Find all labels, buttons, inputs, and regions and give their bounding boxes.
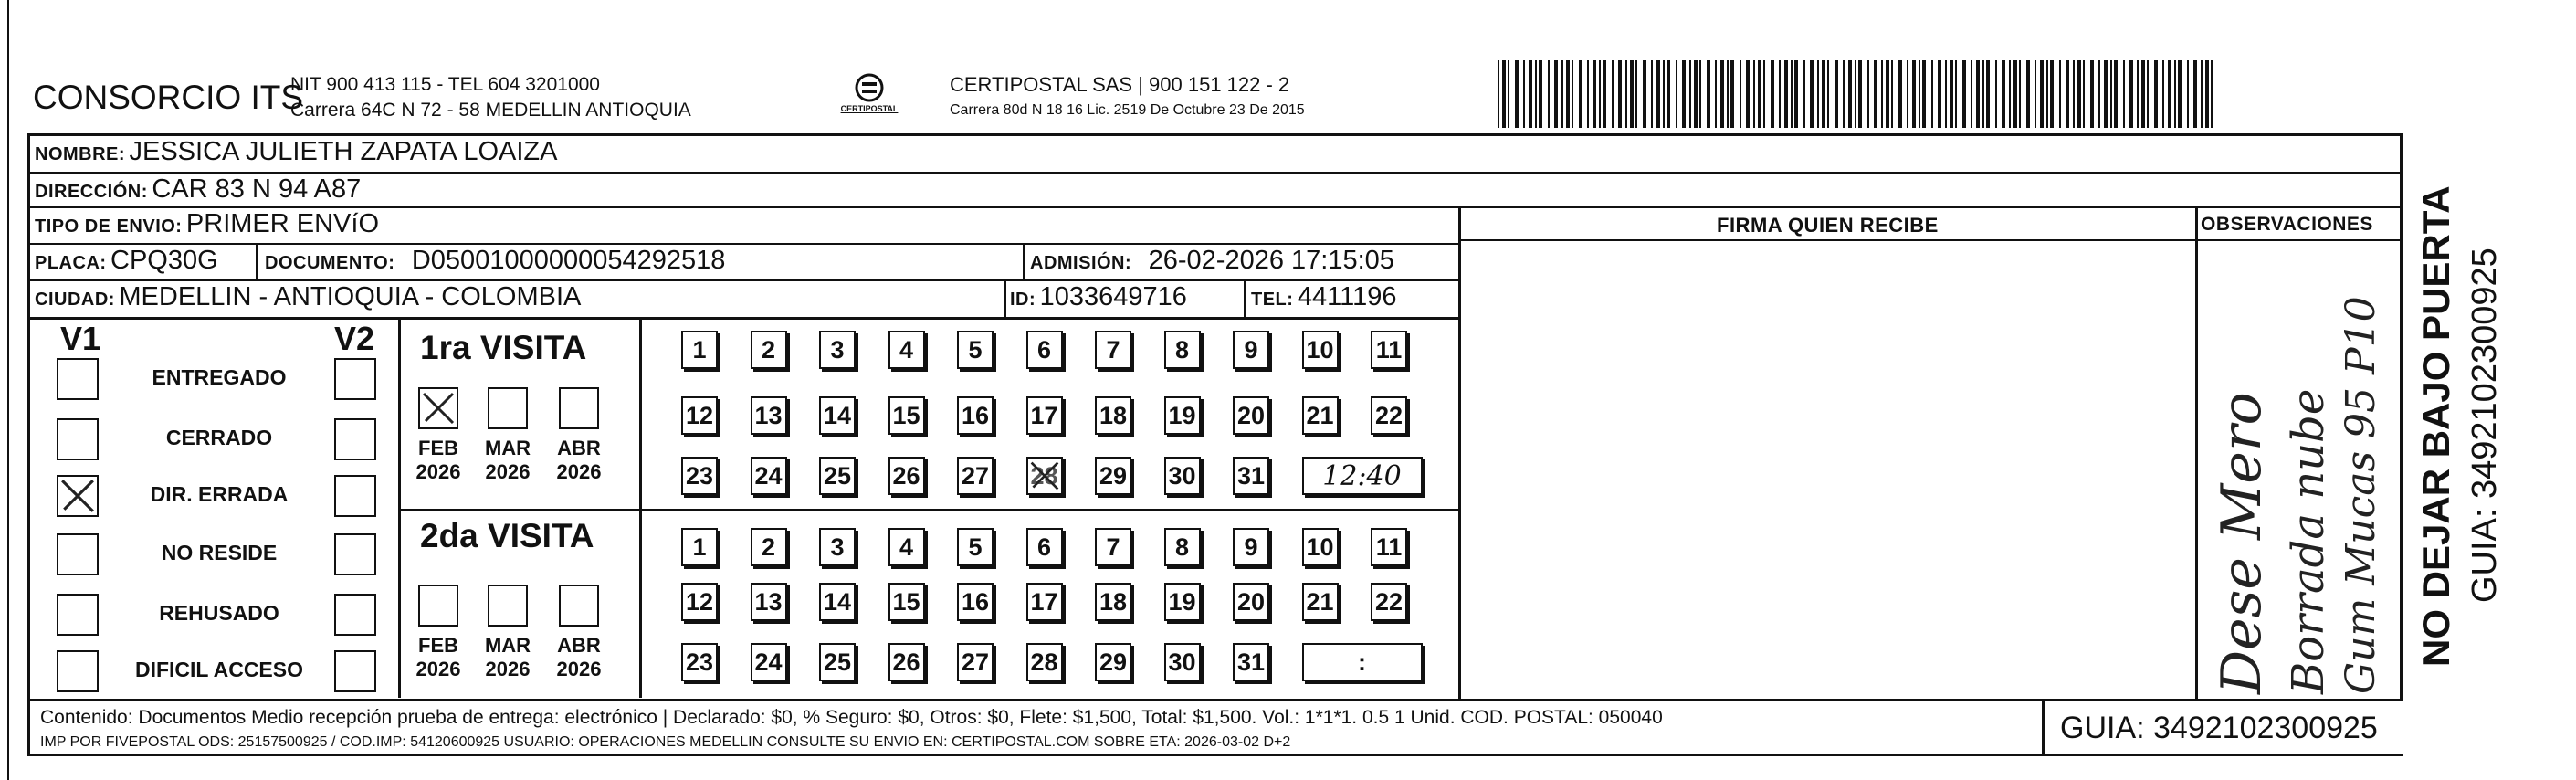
placa-label: PLACA: bbox=[35, 253, 107, 273]
v2-checkbox[interactable] bbox=[334, 533, 376, 575]
day-box[interactable]: 19 bbox=[1164, 396, 1201, 435]
id-label: ID: bbox=[1010, 290, 1036, 310]
form-left-border bbox=[27, 133, 30, 754]
month-year: 2026 bbox=[485, 460, 531, 483]
tel-value: 4411196 bbox=[1297, 282, 1397, 311]
time-box[interactable]: : bbox=[1302, 643, 1423, 681]
placa-value: CPQ30G bbox=[110, 246, 218, 275]
v1-checkbox[interactable] bbox=[57, 418, 99, 460]
ciudad-label: CIUDAD: bbox=[35, 290, 115, 310]
footer-bottom-border bbox=[27, 754, 2403, 756]
tipo-value: PRIMER ENVíO bbox=[185, 209, 380, 238]
day-box[interactable]: 24 bbox=[751, 643, 787, 681]
direccion-row bbox=[35, 174, 361, 205]
day-box[interactable]: 29 bbox=[1095, 457, 1131, 495]
v1-checkbox[interactable] bbox=[57, 650, 99, 692]
handwritten-note: Gum Mucas 95 P10 bbox=[2338, 296, 2384, 694]
direccion-label: DIRECCIÓN: bbox=[35, 182, 148, 202]
day-box[interactable]: 15 bbox=[888, 396, 925, 435]
documento-value: D05001000000054292518 bbox=[411, 246, 726, 275]
day-box[interactable]: 29 bbox=[1095, 643, 1131, 681]
month-name: ABR bbox=[557, 634, 601, 657]
footer-top-border bbox=[27, 699, 2403, 701]
day-box[interactable]: 8 bbox=[1164, 331, 1201, 369]
carrier-address: Carrera 80d N 18 16 Lic. 2519 De Octubre 23 De 2015 bbox=[950, 102, 1305, 118]
day-box[interactable]: 9 bbox=[1233, 331, 1269, 369]
day-box[interactable]: 30 bbox=[1164, 457, 1201, 495]
firma-label: FIRMA QUIEN RECIBE bbox=[1717, 214, 1939, 237]
day-box[interactable]: 13 bbox=[751, 396, 787, 435]
divider bbox=[27, 206, 2403, 208]
day-box[interactable]: 11 bbox=[1371, 331, 1407, 369]
day-box[interactable]: 7 bbox=[1095, 331, 1131, 369]
status-label: NO RESIDE bbox=[161, 541, 278, 564]
day-box[interactable]: 21 bbox=[1302, 396, 1339, 435]
status-label: DIR. ERRADA bbox=[150, 482, 289, 506]
month-checkbox[interactable] bbox=[559, 387, 599, 429]
logo-caption: CERTIPOSTAL bbox=[840, 104, 899, 113]
month-label bbox=[411, 437, 466, 484]
day-box[interactable] bbox=[1026, 457, 1063, 495]
day-box[interactable]: 4 bbox=[888, 528, 925, 566]
day-box[interactable]: 25 bbox=[819, 643, 856, 681]
divider bbox=[1244, 281, 1246, 318]
day-box[interactable]: 18 bbox=[1095, 583, 1131, 621]
day-box[interactable]: 14 bbox=[819, 396, 856, 435]
status-label: ENTREGADO bbox=[152, 365, 287, 389]
v2-header: V2 bbox=[334, 320, 375, 357]
day-box[interactable]: 3 bbox=[819, 331, 856, 369]
day-box[interactable]: 25 bbox=[819, 457, 856, 495]
divider bbox=[1023, 245, 1025, 281]
divider bbox=[398, 509, 1459, 511]
ciudad-cell bbox=[35, 282, 581, 312]
v1-checkbox[interactable] bbox=[57, 594, 99, 636]
tipo-label: TIPO DE ENVIO: bbox=[35, 216, 183, 237]
day-box[interactable]: 2 bbox=[751, 331, 787, 369]
day-box[interactable]: 6 bbox=[1026, 528, 1063, 566]
day-box[interactable]: 22 bbox=[1371, 396, 1407, 435]
day-box[interactable]: 11 bbox=[1371, 528, 1407, 566]
day-box[interactable]: 1 bbox=[681, 331, 718, 369]
day-box[interactable]: 20 bbox=[1233, 396, 1269, 435]
divider bbox=[27, 317, 1459, 320]
status-label: DIFICIL ACCESO bbox=[134, 658, 303, 681]
day-box[interactable]: 1 bbox=[681, 528, 718, 566]
month-name: MAR bbox=[484, 437, 531, 459]
v1-checkbox[interactable] bbox=[57, 533, 99, 575]
day-box[interactable]: 23 bbox=[681, 457, 718, 495]
day-box[interactable]: 19 bbox=[1164, 583, 1201, 621]
day-box[interactable]: 17 bbox=[1026, 396, 1063, 435]
status-label: CERRADO bbox=[165, 426, 273, 449]
no-dejar-warning: NO DEJAR BAJO PUERTA bbox=[2414, 185, 2457, 667]
form-right-border bbox=[2400, 133, 2403, 700]
day-box[interactable]: 4 bbox=[888, 331, 925, 369]
month-checkbox[interactable] bbox=[559, 585, 599, 627]
month-checkbox[interactable] bbox=[418, 585, 458, 627]
day-box[interactable]: 12 bbox=[681, 583, 718, 621]
time-box[interactable]: 12:40 bbox=[1302, 457, 1423, 495]
v2-checkbox[interactable] bbox=[334, 418, 376, 460]
day-box[interactable]: 27 bbox=[957, 643, 994, 681]
day-box[interactable]: 28 bbox=[1026, 643, 1063, 681]
divider bbox=[27, 243, 1459, 245]
day-box[interactable]: 16 bbox=[957, 583, 994, 621]
month-name: MAR bbox=[484, 634, 531, 657]
visit1-title: 1ra VISITA bbox=[420, 329, 587, 366]
day-number: 28 bbox=[1030, 461, 1058, 490]
observaciones-left-border bbox=[2195, 206, 2198, 700]
divider bbox=[1004, 281, 1006, 318]
day-box[interactable]: 3 bbox=[819, 528, 856, 566]
month-label bbox=[480, 634, 535, 681]
divider bbox=[256, 245, 258, 281]
handwritten-note: Borrada nube bbox=[2283, 388, 2334, 694]
day-box[interactable]: 30 bbox=[1164, 643, 1201, 681]
month-name: ABR bbox=[557, 437, 601, 459]
admision-label: ADMISIÓN: bbox=[1030, 253, 1132, 273]
footer-content-line: Contenido: Documentos Medio recepción prueba de entrega: electrónico | Declarado: $0, % Seguro: $0, Otros: $0, Flete: $1,500, Total: $1,500. Vol.: 1*1*1. 0.5 1 Unid. COD. POSTAL: 050040 bbox=[40, 707, 1663, 728]
day-box[interactable]: 26 bbox=[888, 457, 925, 495]
day-box[interactable]: 31 bbox=[1233, 457, 1269, 495]
tipo-row bbox=[35, 209, 379, 239]
day-box[interactable]: 2 bbox=[751, 528, 787, 566]
day-box[interactable]: 10 bbox=[1302, 331, 1339, 369]
company-nit: NIT 900 413 115 - TEL 604 3201000 bbox=[290, 74, 600, 95]
day-box[interactable]: 12 bbox=[681, 396, 718, 435]
v2-checkbox[interactable] bbox=[334, 650, 376, 692]
day-box[interactable]: 7 bbox=[1095, 528, 1131, 566]
day-box[interactable]: 15 bbox=[888, 583, 925, 621]
guia-vertical: GUIA: 3492102300925 bbox=[2466, 248, 2504, 603]
nombre-row bbox=[35, 137, 557, 167]
visit2-title: 2da VISITA bbox=[420, 517, 594, 554]
footer-guia: GUIA: 3492102300925 bbox=[2060, 711, 2378, 745]
day-box[interactable]: 20 bbox=[1233, 583, 1269, 621]
month-year: 2026 bbox=[485, 658, 531, 680]
divider bbox=[1458, 239, 2403, 241]
month-name: FEB bbox=[418, 634, 458, 657]
day-box[interactable]: 10 bbox=[1302, 528, 1339, 566]
day-box[interactable]: 6 bbox=[1026, 331, 1063, 369]
month-checkbox[interactable] bbox=[488, 585, 528, 627]
day-box[interactable]: 21 bbox=[1302, 583, 1339, 621]
day-box[interactable]: 5 bbox=[957, 528, 994, 566]
divider bbox=[398, 318, 401, 698]
tel-label: TEL: bbox=[1251, 290, 1294, 310]
day-box[interactable]: 17 bbox=[1026, 583, 1063, 621]
firma-left-border bbox=[1458, 206, 1461, 700]
month-year: 2026 bbox=[556, 658, 602, 680]
ciudad-value: MEDELLIN - ANTIOQUIA - COLOMBIA bbox=[119, 282, 582, 311]
month-label bbox=[411, 634, 466, 681]
documento-label: DOCUMENTO: bbox=[265, 253, 395, 273]
observaciones-label: OBSERVACIONES bbox=[2201, 214, 2373, 235]
month-label bbox=[552, 634, 606, 681]
v1-header: V1 bbox=[60, 320, 101, 357]
month-name: FEB bbox=[418, 437, 458, 459]
divider bbox=[27, 172, 2403, 174]
barcode bbox=[1498, 60, 2219, 128]
company-name: CONSORCIO ITS bbox=[33, 79, 304, 116]
nombre-label: NOMBRE: bbox=[35, 144, 126, 164]
day-box[interactable]: 9 bbox=[1233, 528, 1269, 566]
handwritten-note: Dese Mero bbox=[2210, 392, 2274, 694]
certipostal-logo bbox=[833, 69, 906, 124]
id-cell bbox=[1010, 282, 1187, 312]
divider bbox=[2042, 699, 2045, 755]
id-value: 1033649716 bbox=[1039, 282, 1187, 311]
month-checkbox[interactable] bbox=[488, 387, 528, 429]
footer-print-line: IMP POR FIVEPOSTAL ODS: 25157500925 / COD.IMP: 54120600925 USUARIO: OPERACIONES MEDELLIN CONSULTE SU ENVIO EN: CERTIPOSTAL.COM SOBRE ETA: 2026-03-02 D+2 bbox=[40, 734, 1291, 750]
direccion-value: CAR 83 N 94 A87 bbox=[152, 174, 362, 204]
month-year: 2026 bbox=[556, 460, 602, 483]
month-year: 2026 bbox=[415, 460, 461, 483]
day-box[interactable]: 14 bbox=[819, 583, 856, 621]
month-label bbox=[552, 437, 606, 484]
carrier-name: CERTIPOSTAL SAS | 900 151 122 - 2 bbox=[950, 73, 1290, 96]
nombre-value: JESSICA JULIETH ZAPATA LOAIZA bbox=[129, 137, 558, 166]
month-checkbox[interactable] bbox=[418, 387, 458, 429]
page-edge bbox=[7, 0, 9, 780]
day-box[interactable]: 23 bbox=[681, 643, 718, 681]
v1-checkbox[interactable] bbox=[57, 475, 99, 517]
day-box[interactable]: 8 bbox=[1164, 528, 1201, 566]
v2-checkbox[interactable] bbox=[334, 475, 376, 517]
day-box[interactable]: 18 bbox=[1095, 396, 1131, 435]
month-label bbox=[480, 437, 535, 484]
v1-checkbox[interactable] bbox=[57, 358, 99, 400]
day-box[interactable]: 16 bbox=[957, 396, 994, 435]
day-box[interactable]: 26 bbox=[888, 643, 925, 681]
v2-checkbox[interactable] bbox=[334, 594, 376, 636]
divider bbox=[639, 318, 642, 698]
admision-value: 26-02-2026 17:15:05 bbox=[1148, 246, 1394, 275]
form-top-border bbox=[27, 133, 2403, 136]
documento-cell bbox=[265, 246, 725, 276]
v2-checkbox[interactable] bbox=[334, 358, 376, 400]
day-box[interactable]: 5 bbox=[957, 331, 994, 369]
status-label: REHUSADO bbox=[159, 601, 279, 625]
day-box[interactable]: 31 bbox=[1233, 643, 1269, 681]
admision-cell bbox=[1030, 246, 1394, 276]
company-address: Carrera 64C N 72 - 58 MEDELLIN ANTIOQUIA bbox=[290, 100, 691, 121]
day-box[interactable]: 27 bbox=[957, 457, 994, 495]
day-box[interactable]: 22 bbox=[1371, 583, 1407, 621]
tel-cell bbox=[1251, 282, 1397, 312]
day-box[interactable]: 13 bbox=[751, 583, 787, 621]
day-box[interactable]: 24 bbox=[751, 457, 787, 495]
month-year: 2026 bbox=[415, 658, 461, 680]
placa-cell bbox=[35, 246, 218, 276]
